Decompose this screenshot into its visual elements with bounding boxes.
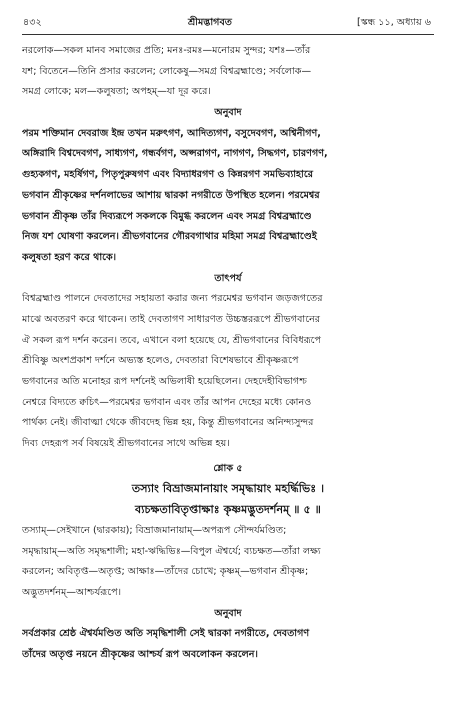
- translation-heading: অনুবাদ: [214, 107, 242, 119]
- purport-line: দিব্য দেহরূপ সর্ব বিষয়েই শ্রীভগবানের সাথে অভিন্ন হয়।: [22, 438, 230, 450]
- translation-line: অঙ্গিরাদি বিশ্বদেবগণ, সাধ্যগণ, গন্ধর্বগণ, অপ্সরাগণ, নাগগণ, সিদ্ধগণ, চারণগণ,: [22, 148, 328, 160]
- purport-block: [22, 289, 434, 455]
- purport-line: মাঝে অবতরণ করে থাকেন। তাই দেবতাগণ সাধারণত উচ্চস্তররূপে শ্রীভগবানের: [22, 313, 321, 325]
- translation-line: কলুষতা হরণ করে থাকে।: [22, 251, 117, 263]
- translation-line: সর্বপ্রকার শ্রেষ্ঠ ঐশ্বর্যমণ্ডিত অতি সমৃদ্ধিশালী সেই দ্বারকা নগরীতে, দেবতাগণ: [22, 628, 310, 640]
- synonyms-line: সমৃদ্ধায়াম্—অতি সমৃদ্ধশালী; মহা-ঋদ্ধিভিঃ—বিপুল ঐশ্বর্যে; ব্যচক্ষত—তাঁরা লক্ষ্য: [22, 545, 321, 557]
- purport-line: বিশ্বব্রহ্মাণ্ড পালনে দেবতাদের সহায়তা করার জন্য পরমেশ্বর ভগবান জড়জগতের: [22, 293, 323, 305]
- purport-line: নেশ্বরে বিদ্যতে ক্বচিৎ—পরমেশ্বর ভগবান এবং তাঁর আপন দেহের মধ্যে কোনও: [22, 396, 312, 408]
- translation-line: ভগবান শ্রীকৃষ্ণের দর্শনলাভের আশায় দ্বারকা নগরীতে উপস্থিত হলেন। পরমেশ্বর: [22, 189, 320, 201]
- page-body: [22, 41, 434, 666]
- purport-line: ভগবানের অতি মনোহর রূপ দর্শনেই অভিলাষী হয়েছিলেন। দেহদেহীবিভাগশ্চ: [22, 376, 307, 387]
- translation-line: ভগবান শ্রীকৃষ্ণ তাঁর দিব্যরূপে সকলকে বিমুগ্ধ করলেন এবং সমগ্র বিশ্বব্রহ্মাণ্ডে: [22, 210, 312, 222]
- synonyms-line: সমগ্র লোকে; মল—কলুষতা; অপহম্—যা দূর করে।: [22, 86, 211, 98]
- purport-line: পার্থক্য নেই। জীবাত্মা থেকে জীবদেহ ভিন্ন হয়, কিন্তু শ্রীভগবানের অনিন্দ্যসুন্দর: [22, 417, 314, 429]
- translation-line: তাঁদের অতৃপ্ত নয়নে শ্রীকৃষ্ণের আশ্চর্য রূপ অবলোকন করলেন।: [22, 648, 258, 660]
- synonyms-block-1: [22, 41, 434, 103]
- synonyms-line: অদ্ভুতদর্শনম্—আশ্চর্যরূপে।: [22, 586, 122, 598]
- translation-heading: অনুবাদ: [214, 607, 242, 619]
- synonyms-line: করলেন; অবিতৃপ্ত—অতৃপ্ত; আক্ষাঃ—তাঁদের চোখে; কৃষ্ণম্—ভগবান শ্রীকৃষ্ণ;: [22, 566, 309, 578]
- purport-heading: তাৎপর্য: [214, 272, 242, 284]
- translation-block-1: [22, 124, 434, 269]
- verse-line: ব্যচক্ষতাবিতৃপ্তাক্ষাঃ কৃষ্ণমদ্ভুতদর্শনম্ ॥ ৫ ॥: [134, 503, 321, 517]
- translation-line: নিজ যশ ঘোষণা করলেন। শ্রীভগবানের গৌরবগাথার মহিমা সমগ্র বিশ্বব্রহ্মাণ্ডেই: [22, 231, 317, 243]
- synonyms-line: তস্যাম্—সেইখানে (দ্বারকায়); বিভ্রাজমানায়াম্—অপরূপ সৌন্দর্যমণ্ডিত;: [22, 524, 287, 536]
- verse-block: [22, 479, 434, 520]
- translation-line: পরম শক্তিমান দেবরাজ ইন্দ্র তখন মরুৎগণ, আদিত্যগণ, বসুদেবগণ, অশ্বিনীগণ,: [22, 127, 321, 139]
- translation-block-2: [22, 624, 434, 665]
- verse-line: তস্যাং বিভ্রাজমানায়াং সমৃদ্ধায়াং মহর্দ্ধিভিঃ ।: [131, 482, 325, 496]
- canto-chapter: [স্কন্ধ ১১, অধ্যায় ৬: [356, 17, 431, 28]
- page-number: ৪৩২: [23, 17, 42, 28]
- verse-heading: শ্লোক ৫: [213, 462, 243, 474]
- translation-line: গুহ্যকগণ, মহর্ষিগণ, পিতৃপুরুষগণ এবং বিদ্যাধরগণ ও কিন্নরগণ সমভিব্যাহারে: [22, 169, 313, 181]
- running-header: [0, 16, 455, 30]
- synonyms-block-2: [22, 521, 434, 604]
- book-title: শ্রীমদ্ভাগবত: [188, 17, 232, 28]
- synonyms-line: যশ; বিতেনে—তিনি প্রসার করলেন; লোকেষু—সমগ্র বিশ্বব্রহ্মাণ্ডে; সর্বলোক—: [22, 65, 312, 77]
- purport-line: ঐ সকল রূপ দর্শন করেন। তবে, এখানে বলা হয়েছে যে, শ্রীভগবানের বিবিধরূপে: [22, 334, 322, 346]
- header-rule: [22, 34, 434, 35]
- synonyms-line: নরলোক—সকল মানব সমাজের প্রতি; মনঃ-রমঃ—মনোরম সুন্দর; যশঃ—তাঁর: [22, 45, 311, 56]
- purport-line: শ্রীবিষ্ণু অংশপ্রকাশ দর্শনে অভ্যস্ত হলেও, দেবতারা বিশেষভাবে শ্রীকৃষ্ণরূপে: [22, 355, 299, 367]
